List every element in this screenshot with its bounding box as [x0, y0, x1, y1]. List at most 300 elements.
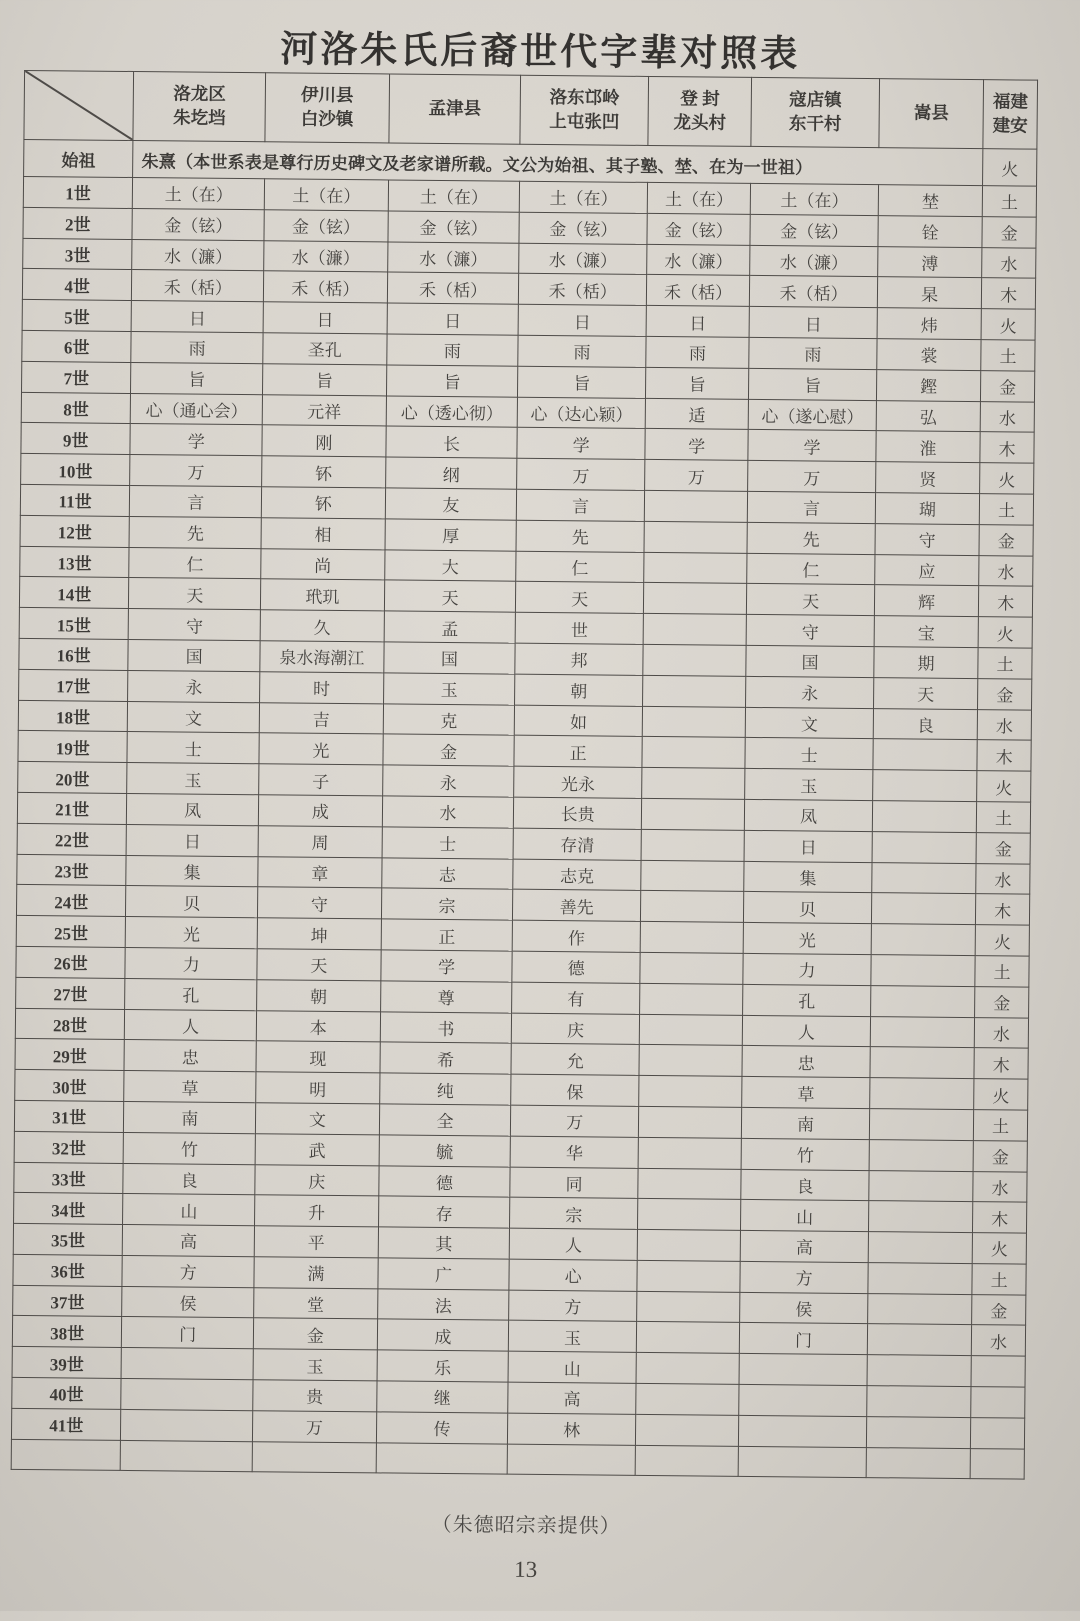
generation-label: 1世 — [23, 176, 133, 208]
name-cell: 泉水海潮江 — [260, 641, 384, 673]
element-cell: 火 — [972, 1233, 1026, 1264]
name-cell — [639, 1076, 743, 1108]
name-cell — [636, 1383, 740, 1415]
name-cell: 朝 — [515, 674, 643, 706]
name-cell: 玉 — [253, 1349, 377, 1381]
name-cell: 期 — [874, 647, 979, 679]
name-cell — [641, 798, 745, 830]
column-header-luolong: 洛龙区 朱圪垱 — [133, 71, 265, 141]
name-cell: 平 — [254, 1226, 378, 1258]
name-cell: 日 — [744, 830, 872, 862]
name-cell: 永 — [128, 670, 260, 702]
name-cell — [635, 1445, 739, 1477]
column-header-koudian: 寇店镇 东干村 — [751, 77, 879, 147]
name-cell: 裳 — [877, 339, 982, 371]
name-cell: 水（濂） — [519, 243, 647, 275]
element-cell: 水 — [972, 1325, 1026, 1356]
name-cell: 侯 — [740, 1292, 868, 1324]
name-cell: 金（铉） — [264, 210, 388, 242]
element-cell: 木 — [976, 894, 1030, 925]
name-cell: 禾（栝） — [263, 271, 387, 303]
generation-label: 27世 — [16, 977, 126, 1009]
name-cell: 草 — [124, 1071, 256, 1103]
name-cell: 时 — [260, 671, 384, 703]
name-cell: 邦 — [515, 643, 643, 675]
name-cell: 钚 — [262, 456, 386, 488]
name-cell: 金 — [383, 734, 515, 766]
name-cell: 圣孔 — [263, 333, 387, 365]
name-cell: 心 — [509, 1259, 637, 1291]
name-cell: 钚 — [261, 487, 385, 519]
column-header-mengjin: 孟津县 — [389, 74, 521, 144]
name-cell — [868, 1293, 973, 1325]
name-cell — [638, 1137, 742, 1169]
generation-label: 15世 — [19, 608, 129, 640]
name-cell: 鏗 — [876, 369, 981, 401]
generation-label: 33世 — [14, 1162, 124, 1194]
name-cell: 国 — [383, 642, 515, 674]
name-cell: 金 — [253, 1318, 377, 1350]
name-cell: 天 — [747, 584, 875, 616]
generation-label: 3世 — [23, 238, 133, 270]
name-cell: 土（在） — [133, 177, 265, 209]
name-cell: 日 — [749, 307, 877, 339]
name-cell — [869, 1170, 974, 1202]
name-cell — [868, 1262, 973, 1294]
name-cell — [868, 1201, 973, 1233]
element-cell: 金 — [982, 216, 1036, 247]
name-cell: 玉 — [383, 673, 515, 705]
name-cell: 弘 — [876, 400, 981, 432]
name-cell — [638, 1106, 742, 1138]
name-cell: 瑚 — [875, 493, 980, 525]
element-cell: 金 — [979, 524, 1033, 555]
name-cell: 永 — [382, 765, 514, 797]
name-cell: 法 — [377, 1289, 509, 1321]
name-cell — [873, 739, 978, 771]
table-body — [11, 176, 1036, 1479]
name-cell: 忠 — [124, 1040, 256, 1072]
name-cell: 武 — [255, 1133, 379, 1165]
genealogy-table — [11, 70, 1038, 1480]
element-cell — [971, 1356, 1025, 1387]
name-cell: 土（在） — [264, 179, 388, 211]
name-cell: 水 — [382, 796, 514, 828]
name-cell: 草 — [742, 1076, 870, 1108]
name-cell: 天 — [516, 582, 644, 614]
name-cell: 土（在） — [388, 180, 520, 212]
name-cell: 林 — [508, 1413, 636, 1445]
page-title: 河洛朱氏后裔世代字辈对照表 — [280, 28, 801, 75]
name-cell: 天 — [384, 580, 516, 612]
generation-label: 26世 — [16, 946, 126, 978]
generation-label: 37世 — [13, 1285, 123, 1317]
name-cell: 旨 — [386, 365, 518, 397]
name-cell — [121, 1379, 253, 1411]
name-cell: 日 — [387, 303, 519, 335]
generation-label: 36世 — [13, 1254, 123, 1286]
name-cell: 仁 — [516, 551, 644, 583]
name-cell — [638, 1168, 742, 1200]
name-cell — [507, 1444, 635, 1476]
name-cell: 存 — [378, 1196, 510, 1228]
column-header-songxian: 嵩县 — [879, 79, 984, 149]
generation-label: 10世 — [21, 454, 131, 486]
footer-note: （朱德昭宗亲提供） — [431, 1513, 621, 1538]
name-cell: 凤 — [745, 799, 873, 831]
generation-label: 7世 — [22, 361, 132, 393]
element-cell: 水 — [976, 863, 1030, 894]
element-cell: 土 — [974, 1110, 1028, 1141]
name-cell: 玉 — [509, 1321, 637, 1353]
name-cell: 雨 — [518, 335, 646, 367]
name-cell: 杲 — [877, 277, 982, 309]
generation-label: 4世 — [22, 269, 132, 301]
name-cell: 旨 — [645, 367, 749, 399]
name-cell: 正 — [514, 736, 642, 768]
name-cell: 作 — [513, 920, 641, 952]
name-cell — [121, 1348, 253, 1380]
element-cell — [971, 1417, 1025, 1448]
name-cell: 有 — [512, 982, 640, 1014]
name-cell: 大 — [384, 549, 516, 581]
name-cell: 学 — [748, 430, 876, 462]
name-cell — [637, 1291, 741, 1323]
column-header-fujian: 福建 建安 — [983, 80, 1037, 150]
element-cell: 木 — [974, 1048, 1028, 1079]
name-cell: 旨 — [518, 366, 646, 398]
generation-label: 12世 — [20, 515, 130, 547]
name-cell: 华 — [510, 1136, 638, 1168]
name-cell: 文 — [255, 1103, 379, 1135]
name-cell: 友 — [385, 488, 517, 520]
name-cell: 辉 — [874, 585, 979, 617]
name-cell — [639, 1045, 743, 1077]
generation-label — [11, 1439, 121, 1471]
name-cell — [867, 1355, 972, 1387]
name-cell: 章 — [258, 856, 382, 888]
name-cell: 士 — [382, 827, 514, 859]
generation-label: 5世 — [22, 300, 132, 332]
name-cell — [867, 1386, 972, 1418]
element-cell: 水 — [982, 247, 1036, 278]
name-cell: 毓 — [379, 1135, 511, 1167]
name-cell — [870, 985, 975, 1017]
name-cell: 全 — [379, 1104, 511, 1136]
name-cell: 南 — [742, 1107, 870, 1139]
name-cell — [869, 1109, 974, 1141]
name-cell: 心（遂心慰） — [748, 399, 876, 431]
generation-label: 39世 — [12, 1347, 122, 1379]
generation-label: 18世 — [18, 700, 128, 732]
name-cell: 书 — [380, 1011, 512, 1043]
name-cell: 国 — [746, 645, 874, 677]
generation-label: 20世 — [18, 762, 128, 794]
name-cell: 雨 — [749, 337, 877, 369]
name-cell: 万 — [130, 455, 262, 487]
generation-label: 38世 — [12, 1316, 122, 1348]
name-cell: 禾（栝） — [132, 270, 264, 302]
element-cell: 土 — [982, 186, 1036, 217]
name-cell: 其 — [378, 1227, 510, 1259]
name-cell: 言 — [130, 485, 262, 517]
name-cell: 长 — [386, 426, 518, 458]
name-cell — [252, 1441, 376, 1473]
name-cell: 贵 — [253, 1380, 377, 1412]
generation-label: 17世 — [19, 669, 129, 701]
name-cell: 金（铉） — [647, 213, 751, 245]
name-cell — [643, 614, 747, 646]
name-cell — [870, 1078, 975, 1110]
name-cell: 心（达心颖） — [518, 397, 646, 429]
name-cell: 朝 — [257, 979, 381, 1011]
generation-label: 40世 — [12, 1377, 122, 1409]
generation-label: 24世 — [16, 885, 126, 917]
name-cell — [376, 1443, 508, 1475]
name-cell: 山 — [508, 1351, 636, 1383]
name-cell: 力 — [125, 947, 257, 979]
name-cell: 元祥 — [262, 394, 386, 426]
name-cell: 乐 — [377, 1350, 509, 1382]
name-cell: 玉 — [745, 769, 873, 801]
name-cell: 土（在） — [520, 181, 648, 213]
name-cell: 门 — [122, 1317, 254, 1349]
name-cell: 禾（栝） — [750, 276, 878, 308]
name-cell: 纯 — [379, 1073, 511, 1105]
element-cell: 木 — [980, 432, 1034, 463]
name-cell: 长贵 — [514, 797, 642, 829]
element-cell: 土 — [975, 956, 1029, 987]
name-cell — [643, 644, 747, 676]
element-cell: 土 — [972, 1263, 1026, 1294]
name-cell: 吉 — [259, 702, 383, 734]
name-cell — [640, 891, 744, 923]
generation-label: 28世 — [15, 1008, 125, 1040]
name-cell: 学 — [381, 950, 513, 982]
name-cell — [635, 1414, 739, 1446]
element-cell: 火 — [974, 1079, 1028, 1110]
name-cell: 金（铉） — [519, 212, 647, 244]
name-cell: 宝 — [874, 616, 979, 648]
name-cell: 竹 — [741, 1138, 869, 1170]
name-cell: 集 — [744, 861, 872, 893]
name-cell: 人 — [510, 1228, 638, 1260]
name-cell: 允 — [511, 1043, 639, 1075]
name-cell: 守 — [258, 887, 382, 919]
name-cell: 方 — [740, 1261, 868, 1293]
name-cell — [642, 675, 746, 707]
name-cell: 光永 — [514, 766, 642, 798]
name-cell: 孔 — [125, 978, 257, 1010]
element-cell: 水 — [974, 1017, 1028, 1048]
generation-label: 34世 — [14, 1193, 124, 1225]
name-cell: 禾（栝） — [387, 272, 519, 304]
name-cell: 心（透心彻） — [386, 396, 518, 428]
name-cell: 天 — [129, 578, 261, 610]
name-cell: 庆 — [255, 1164, 379, 1196]
name-cell — [870, 1047, 975, 1079]
element-cell: 金 — [975, 986, 1029, 1017]
name-cell: 守 — [129, 609, 261, 641]
name-cell: 刚 — [262, 425, 386, 457]
name-cell — [641, 829, 745, 861]
name-cell: 土（在） — [751, 183, 879, 215]
element-cell: 土 — [977, 802, 1031, 833]
element-cell — [970, 1448, 1024, 1479]
name-cell: 日 — [131, 301, 263, 333]
name-cell: 仁 — [129, 547, 261, 579]
name-cell: 万 — [253, 1411, 377, 1443]
name-cell: 成 — [258, 795, 382, 827]
element-cell: 木 — [973, 1202, 1027, 1233]
name-cell: 同 — [510, 1167, 638, 1199]
name-cell: 应 — [875, 554, 980, 586]
name-cell: 宗 — [381, 888, 513, 920]
name-cell — [636, 1353, 740, 1385]
name-cell: 侯 — [122, 1286, 254, 1318]
name-cell: 忠 — [742, 1046, 870, 1078]
name-cell — [868, 1232, 973, 1264]
element-cell: 金 — [972, 1294, 1026, 1325]
name-cell: 士 — [127, 732, 259, 764]
name-cell: 传 — [376, 1412, 508, 1444]
name-cell: 久 — [260, 610, 384, 642]
name-cell: 天 — [873, 677, 978, 709]
name-cell: 竹 — [123, 1132, 255, 1164]
name-cell: 南 — [124, 1101, 256, 1133]
element-cell: 水 — [979, 555, 1033, 586]
name-cell: 光 — [126, 917, 258, 949]
name-cell: 方 — [122, 1255, 254, 1287]
name-cell: 仁 — [747, 553, 875, 585]
name-cell — [642, 737, 746, 769]
column-header-yichuan: 伊川县 白沙镇 — [265, 73, 389, 143]
name-cell: 志克 — [513, 859, 641, 891]
element-cell: 火 — [978, 617, 1032, 648]
generation-label: 35世 — [13, 1223, 123, 1255]
name-cell: 存清 — [513, 828, 641, 860]
name-cell: 金（铉） — [132, 208, 264, 240]
name-cell: 先 — [747, 522, 875, 554]
name-cell: 学 — [130, 424, 262, 456]
name-cell — [739, 1384, 867, 1416]
element-cell: 木 — [977, 740, 1031, 771]
name-cell — [867, 1324, 972, 1356]
element-cell: 火 — [981, 309, 1035, 340]
generation-label: 9世 — [21, 423, 131, 455]
name-cell — [642, 768, 746, 800]
name-cell — [637, 1229, 741, 1261]
name-cell: 贝 — [126, 886, 258, 918]
name-cell — [866, 1447, 971, 1479]
generation-label: 8世 — [21, 392, 131, 424]
name-cell: 日 — [518, 304, 646, 336]
name-cell: 玳玑 — [261, 579, 385, 611]
name-cell: 土（在） — [647, 182, 751, 214]
name-cell: 炜 — [877, 308, 982, 340]
column-header-dengfeng: 登 封 龙头村 — [648, 76, 752, 146]
name-cell: 光 — [743, 923, 871, 955]
name-cell: 贝 — [744, 892, 872, 924]
name-cell: 德 — [512, 951, 640, 983]
name-cell: 旨 — [131, 362, 263, 394]
name-cell: 坤 — [257, 918, 381, 950]
element-cell: 金 — [976, 832, 1030, 863]
name-cell: 尚 — [261, 548, 385, 580]
generation-label: 14世 — [19, 577, 129, 609]
name-cell: 水（濂） — [132, 239, 264, 271]
name-cell: 德 — [378, 1165, 510, 1197]
generation-label: 41世 — [11, 1408, 121, 1440]
name-cell — [644, 552, 748, 584]
element-cell: 金 — [978, 678, 1032, 709]
name-cell: 克 — [383, 703, 515, 735]
generation-label: 19世 — [18, 731, 128, 763]
generation-label: 13世 — [20, 546, 130, 578]
name-cell: 言 — [748, 491, 876, 523]
element-cell: 木 — [979, 586, 1033, 617]
name-cell: 高 — [508, 1382, 636, 1414]
name-cell: 玉 — [127, 763, 259, 795]
corner-cell — [24, 70, 134, 140]
name-cell: 明 — [256, 1072, 380, 1104]
name-cell: 庆 — [512, 1013, 640, 1045]
diagonal-line — [24, 71, 133, 140]
name-cell: 宗 — [510, 1197, 638, 1229]
name-cell: 世 — [515, 612, 643, 644]
name-cell — [738, 1446, 866, 1478]
element-cell: 金 — [973, 1140, 1027, 1171]
name-cell: 本 — [256, 1010, 380, 1042]
header-row — [24, 70, 1038, 149]
name-cell: 禾（栝） — [646, 275, 750, 307]
name-cell — [872, 801, 977, 833]
element-cell: 土 — [980, 494, 1034, 525]
name-cell: 水（濂） — [750, 245, 878, 277]
name-cell: 金（铉） — [750, 214, 878, 246]
shizu-label: 始祖 — [24, 139, 134, 177]
name-cell — [739, 1354, 867, 1386]
name-cell: 先 — [516, 520, 644, 552]
name-cell: 良 — [123, 1163, 255, 1195]
name-cell — [637, 1199, 741, 1231]
name-cell: 力 — [743, 953, 871, 985]
name-cell: 日 — [126, 824, 258, 856]
name-cell: 成 — [377, 1319, 509, 1351]
name-cell: 铨 — [878, 215, 983, 247]
name-cell: 言 — [517, 489, 645, 521]
name-cell — [873, 770, 978, 802]
name-cell: 天 — [257, 949, 381, 981]
name-cell — [637, 1260, 741, 1292]
name-cell: 高 — [740, 1230, 868, 1262]
name-cell: 金（铉） — [388, 211, 520, 243]
name-cell: 人 — [125, 1009, 257, 1041]
name-cell: 日 — [263, 302, 387, 334]
generation-label: 16世 — [19, 638, 129, 670]
name-cell — [641, 860, 745, 892]
element-cell: 水 — [973, 1171, 1027, 1202]
name-cell: 志 — [381, 857, 513, 889]
name-cell: 万 — [748, 461, 876, 493]
generation-label: 25世 — [16, 916, 126, 948]
name-cell: 周 — [258, 825, 382, 857]
name-cell: 万 — [517, 458, 645, 490]
element-cell: 木 — [982, 278, 1036, 309]
name-cell: 纲 — [385, 457, 517, 489]
name-cell: 集 — [126, 855, 258, 887]
generation-label: 6世 — [22, 330, 132, 362]
